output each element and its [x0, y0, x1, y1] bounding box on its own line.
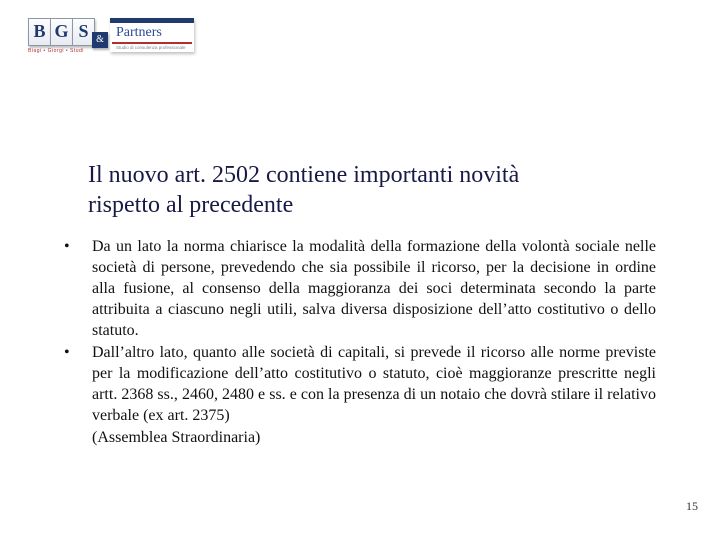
logo-letter-s: S	[72, 18, 95, 46]
logo-bgs-letters	[28, 18, 95, 46]
bullet-item	[60, 236, 656, 342]
bullet-content	[92, 342, 656, 449]
logo-bgs-block	[28, 18, 95, 54]
logo-ampersand: &	[92, 32, 108, 48]
logo-partners-block	[110, 18, 194, 52]
bullet-item	[60, 342, 656, 449]
slide-title: Il nuovo art. 2502 contiene importanti novità rispetto al precedente	[88, 162, 520, 218]
slide-body	[60, 236, 656, 448]
page-number: 15	[686, 499, 698, 513]
bullet-text: Dall’altro lato, quanto alle società di capitali, si prevede il ricorso alle norme previste per la modificazione dell’atto costitutivo o statuto, cioè maggioranze prescritte negli artt. 2368 ss., 2460, 2480 e ss. e con la presenza di un notaio che dovrà stilare il relativo verbale (ex art. 2375)	[92, 343, 656, 424]
logo-partners-tagline: Studio di consulenza professionale	[116, 45, 186, 50]
bullet-text: Da un lato la norma chiarisce la modalità della formazione della volontà sociale nelle società di persone, prevedendo che sia possibile il ricorso, per la decisione in ordine alla fusione, al consenso della maggioranza dei soci determinata secondo la parte attribuita a ciascuno negli utili, salva diversa disposizione dell’atto costitutivo o dello statuto.	[92, 238, 656, 340]
logo-partners-label: Partners	[116, 25, 162, 40]
bullet-note: (Assemblea Straordinaria)	[92, 428, 261, 446]
logo-letter-b: B	[28, 18, 50, 46]
logo-letter-g: G	[50, 18, 72, 46]
bullet-marker: •	[64, 238, 70, 255]
bullet-content	[92, 236, 656, 342]
bullet-marker: •	[64, 343, 70, 361]
logo-bgs-tagline: Biagi • Giorgi • Studi	[28, 48, 84, 54]
bgs-partners-logo	[28, 18, 194, 54]
